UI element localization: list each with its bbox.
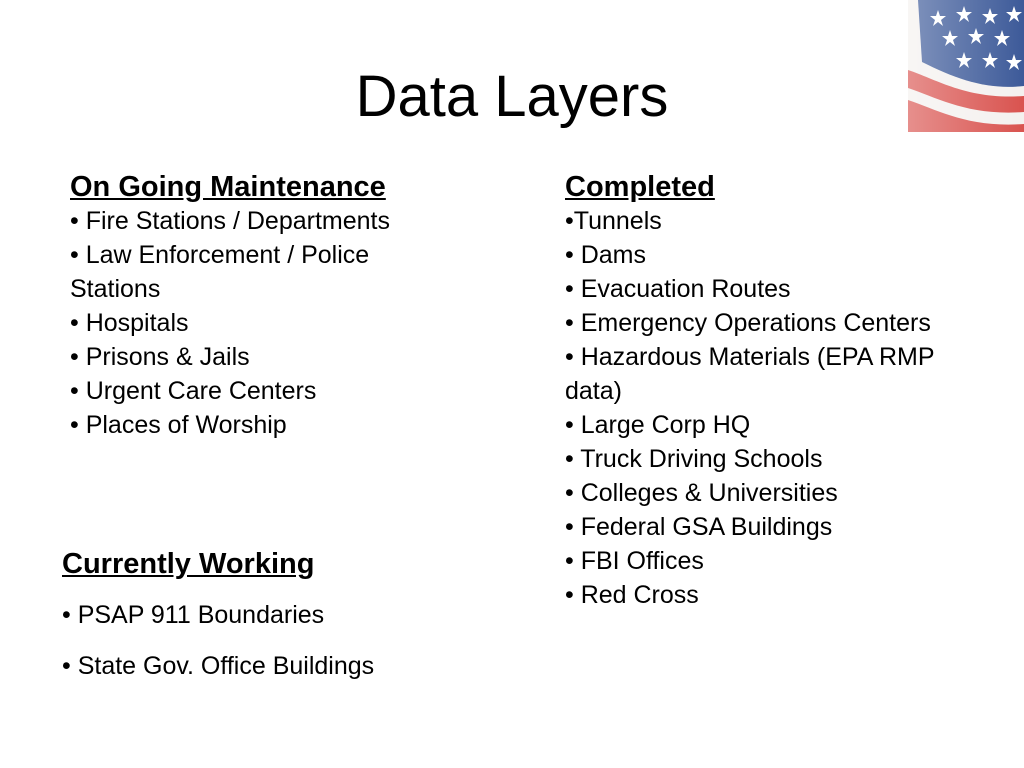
ongoing-maintenance-heading: On Going Maintenance [70, 171, 386, 203]
list-item: • Places of Worship [70, 411, 287, 439]
list-item: • Dams [565, 241, 646, 269]
list-item: • FBI Offices [565, 547, 704, 575]
list-item: • State Gov. Office Buildings [62, 652, 375, 680]
list-item: • Red Cross [565, 581, 699, 609]
list-item: •Tunnels [565, 207, 662, 235]
list-item: • Law Enforcement / Police Stations [70, 241, 370, 303]
list-item: • Fire Stations / Departments [70, 207, 390, 235]
completed-heading: Completed [565, 171, 715, 203]
slide-title: Data Layers [355, 64, 669, 129]
completed-list [565, 204, 945, 612]
american-flag-icon [908, 0, 1024, 132]
list-item: • Emergency Operations Centers [565, 309, 931, 337]
completed-section [565, 170, 945, 612]
list-item: • Large Corp HQ [565, 411, 751, 439]
list-item: • Federal GSA Buildings [565, 513, 833, 541]
list-item: • Hazardous Materials (EPA RMP data) [565, 343, 935, 405]
currently-working-section [62, 547, 482, 683]
list-item: • Colleges & Universities [565, 479, 838, 507]
list-item: • Truck Driving Schools [565, 445, 823, 473]
ongoing-maintenance-list [70, 204, 460, 442]
currently-working-list [62, 598, 482, 683]
currently-working-heading: Currently Working [62, 548, 315, 580]
list-item: • Urgent Care Centers [70, 377, 317, 405]
list-item: • Evacuation Routes [565, 275, 791, 303]
list-item: • Prisons & Jails [70, 343, 250, 371]
ongoing-maintenance-section [70, 170, 460, 442]
list-item: • PSAP 911 Boundaries [62, 601, 325, 629]
list-item: • Hospitals [70, 309, 189, 337]
